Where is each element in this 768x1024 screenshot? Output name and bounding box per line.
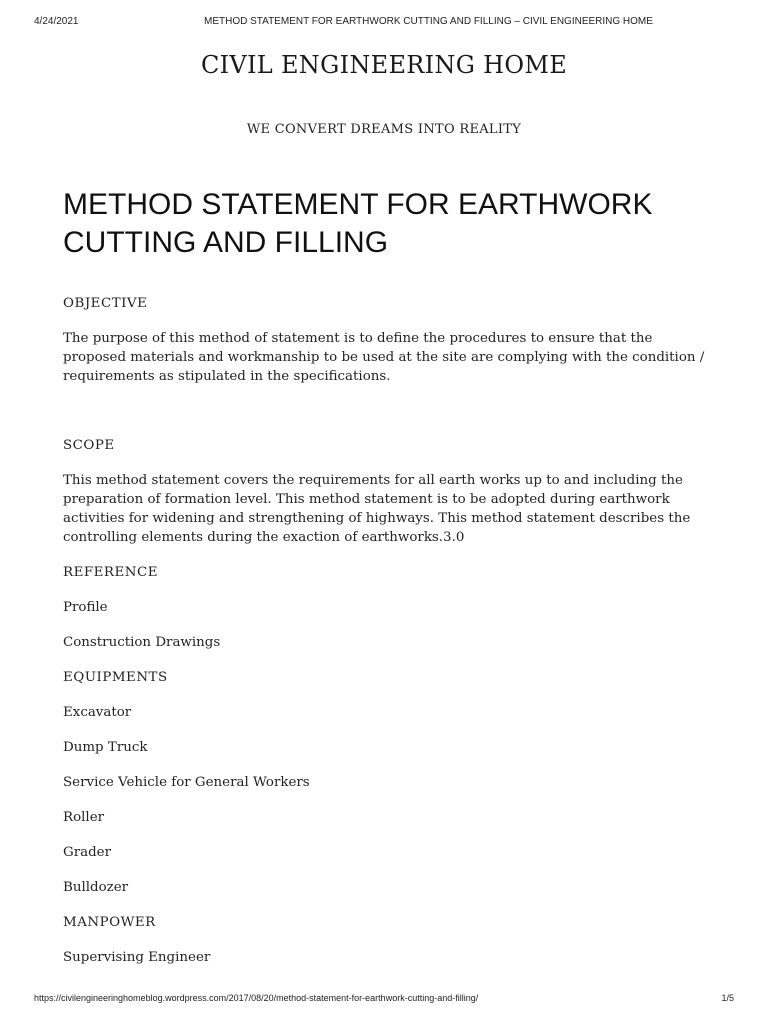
print-footer <box>34 993 734 1007</box>
article-content <box>63 294 713 967</box>
equipment-item: Grader <box>63 845 111 860</box>
scope-paragraph: This method statement covers the requirements for all earth works up to and including the preparation of formation level. This method statement is to be adopted during earthwork activities for widening and strengthening of highways. This method statement describes the controlling elements during the exaction of earthworks.3.0 <box>63 473 691 545</box>
manpower-heading: MANPOWER <box>63 915 156 930</box>
equipment-item: Service Vehicle for General Workers <box>63 775 310 790</box>
equipment-item: Dump Truck <box>63 740 148 755</box>
equipment-item: Excavator <box>63 705 132 720</box>
page-number: 1/5 <box>721 993 734 1003</box>
equipment-item: Roller <box>63 810 105 825</box>
site-tagline: WE CONVERT DREAMS INTO REALITY <box>246 122 522 137</box>
reference-heading: REFERENCE <box>63 565 159 580</box>
print-date: 4/24/2021 <box>34 16 79 27</box>
print-header <box>34 16 734 32</box>
objective-paragraph: The purpose of this method of statement is to define the procedures to ensure that the proposed materials and workmanship to be used at the site are complying with the condition / requirements as stipulated in the specifications. <box>63 331 705 384</box>
objective-heading: OBJECTIVE <box>63 296 148 311</box>
scope-heading: SCOPE <box>63 438 115 453</box>
article-title: METHOD STATEMENT FOR EARTHWORK CUTTING AND FILLING <box>63 188 653 259</box>
equipment-item: Bulldozer <box>63 880 129 895</box>
site-title[interactable]: CIVIL ENGINEERING HOME <box>200 51 568 79</box>
reference-item: Construction Drawings <box>63 635 221 650</box>
equipments-heading: EQUIPMENTS <box>63 670 168 685</box>
print-page-title: METHOD STATEMENT FOR EARTHWORK CUTTING AND FILLING – CIVIL ENGINEERING HOME <box>204 16 653 27</box>
page-url[interactable]: https://civilengineeringhomeblog.wordpress.com/2017/08/20/method-statement-for-earthwork-cutting-and-filling/ <box>34 993 479 1003</box>
reference-item: Profile <box>63 600 108 615</box>
manpower-item: Supervising Engineer <box>63 950 211 965</box>
